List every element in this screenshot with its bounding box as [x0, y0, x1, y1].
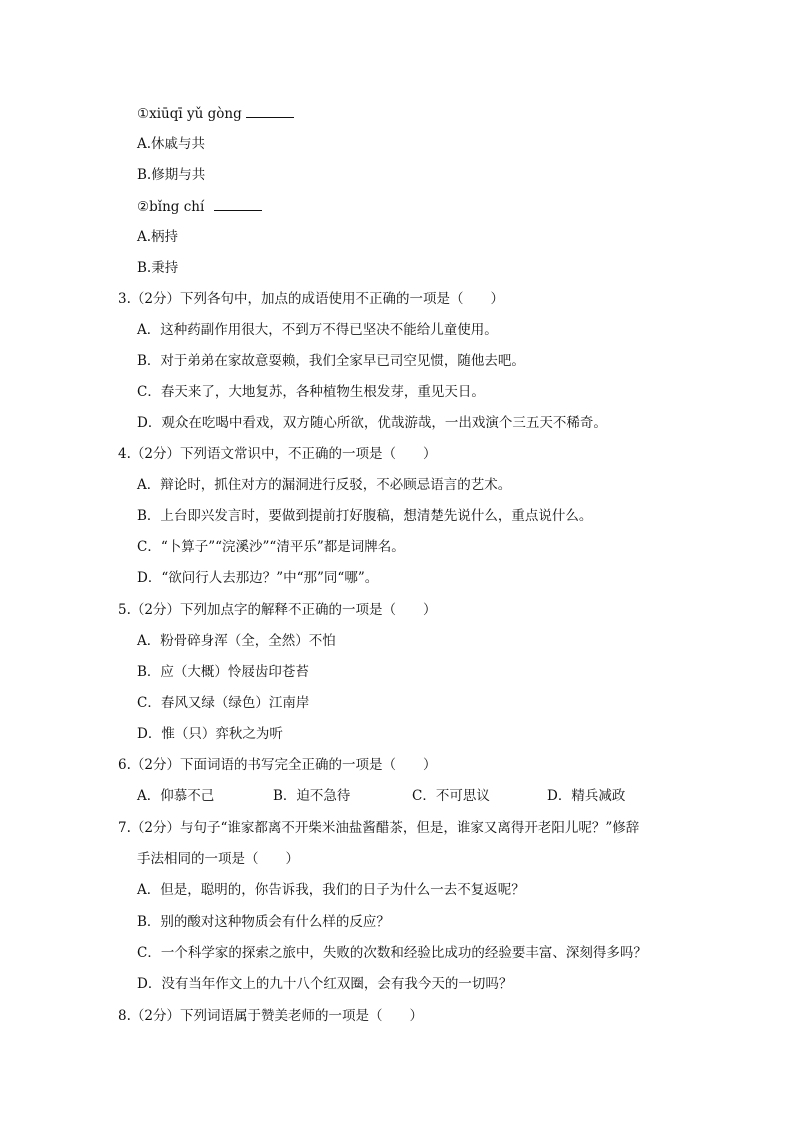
question-score: （2分） — [130, 602, 180, 618]
q2-sub1-prompt — [137, 103, 294, 124]
question-6-stem — [118, 755, 436, 775]
question-3-option-a: A．这种药副作用很大，不到万不得已坚决不能给儿童使用。 — [137, 322, 498, 338]
question-4-option-d: D．“欲问行人去那边？”中“那”同“哪”。 — [137, 570, 379, 586]
question-3-stem — [118, 289, 504, 309]
question-text: 与句子“谁家都离不开柴米油盐酱醋茶，但是，谁家又离得开老阳儿呢？”修辞 — [179, 820, 640, 836]
question-4-option-b: B．上台即兴发言时，要做到提前打好腹稿，想清楚先说什么，重点说什么。 — [137, 508, 593, 524]
question-5-stem — [118, 600, 436, 620]
question-text: 下面词语的书写完全正确的一项是（ ） — [179, 757, 437, 773]
q2-sub2-prompt — [137, 196, 262, 217]
question-number: 4. — [118, 446, 131, 462]
question-6-option-d: D．精兵减政 — [547, 788, 626, 804]
question-6-option-b: B．迫不急待 — [273, 788, 351, 804]
question-number: 7. — [118, 820, 131, 836]
question-number: 5. — [118, 602, 131, 618]
question-4-option-c: C．“卜算子”“浣溪沙”“清平乐”都是词牌名。 — [137, 539, 405, 555]
question-7-option-b: B．别的酸对这种物质会有什么样的反应？ — [137, 914, 390, 930]
question-4-stem — [118, 444, 436, 464]
question-text: 下列加点字的解释不正确的一项是（ ） — [179, 602, 437, 618]
question-number: 8. — [118, 1008, 131, 1024]
question-score: （2分） — [130, 446, 180, 462]
question-3-option-b: B．对于弟弟在家故意耍赖，我们全家早已司空见惯，随他去吧。 — [137, 353, 525, 369]
question-3-option-d: D．观众在吃喝中看戏，双方随心所欲，优哉游哉，一出戏演个三五天不稀奇。 — [137, 415, 607, 431]
question-text: 下列各句中，加点的成语使用不正确的一项是（ ） — [179, 291, 504, 307]
question-7-option-d: D．没有当年作文上的九十八个红双圈，会有我今天的一切吗？ — [137, 976, 513, 992]
question-5-option-c: C．春风又绿（绿色）江南岸 — [137, 695, 310, 711]
question-7-stem-continued: 手法相同的一项是（ ） — [137, 851, 299, 867]
q2-sub2-option-a: A.柄持 — [137, 229, 179, 245]
question-5-option-a: A．粉骨碎身浑（全，全然）不怕 — [137, 633, 336, 649]
question-text: 下列语文常识中，不正确的一项是（ ） — [179, 446, 437, 462]
q2-sub1-marker: ① — [137, 106, 150, 122]
q2-sub1-pinyin: xiūqī yǔ gòng — [149, 106, 242, 122]
question-number: 3. — [118, 291, 131, 307]
question-score: （2分） — [130, 291, 180, 307]
question-5-option-b: B．应（大概）怜屐齿印苍苔 — [137, 664, 309, 680]
question-7-stem — [118, 818, 639, 838]
answer-blank[interactable] — [214, 196, 262, 211]
question-score: （2分） — [130, 757, 180, 773]
question-5-option-d: D．惟（只）弈秋之为听 — [137, 726, 283, 742]
question-text: 下列词语属于赞美老师的一项是（ ） — [179, 1008, 423, 1024]
answer-blank[interactable] — [246, 103, 294, 118]
question-score: （2分） — [130, 820, 180, 836]
question-8-stem — [118, 1006, 423, 1026]
q2-sub1-option-b: B.修期与共 — [137, 167, 206, 183]
question-7-option-c: C．一个科学家的探索之旅中，失败的次数和经验比成功的经验要丰富、深刻得多吗？ — [137, 945, 647, 961]
q2-sub1-option-a: A.休戚与共 — [137, 136, 206, 152]
question-7-option-a: A．但是，聪明的，你告诉我，我们的日子为什么一去不复返呢？ — [137, 882, 525, 898]
q2-sub2-marker: ② — [137, 199, 150, 215]
question-6-option-c: C．不可思议 — [412, 788, 490, 804]
q2-sub2-pinyin: bǐng chí — [149, 199, 205, 215]
q2-sub2-option-b: B.秉持 — [137, 260, 179, 276]
question-4-option-a: A．辩论时，抓住对方的漏洞进行反驳，不必顾忌语言的艺术。 — [137, 477, 512, 493]
question-3-option-c: C．春天来了，大地复苏，各种植物生根发芽，重见天日。 — [137, 384, 485, 400]
question-score: （2分） — [130, 1008, 180, 1024]
question-number: 6. — [118, 757, 131, 773]
question-6-option-a: A．仰慕不己 — [137, 788, 215, 804]
